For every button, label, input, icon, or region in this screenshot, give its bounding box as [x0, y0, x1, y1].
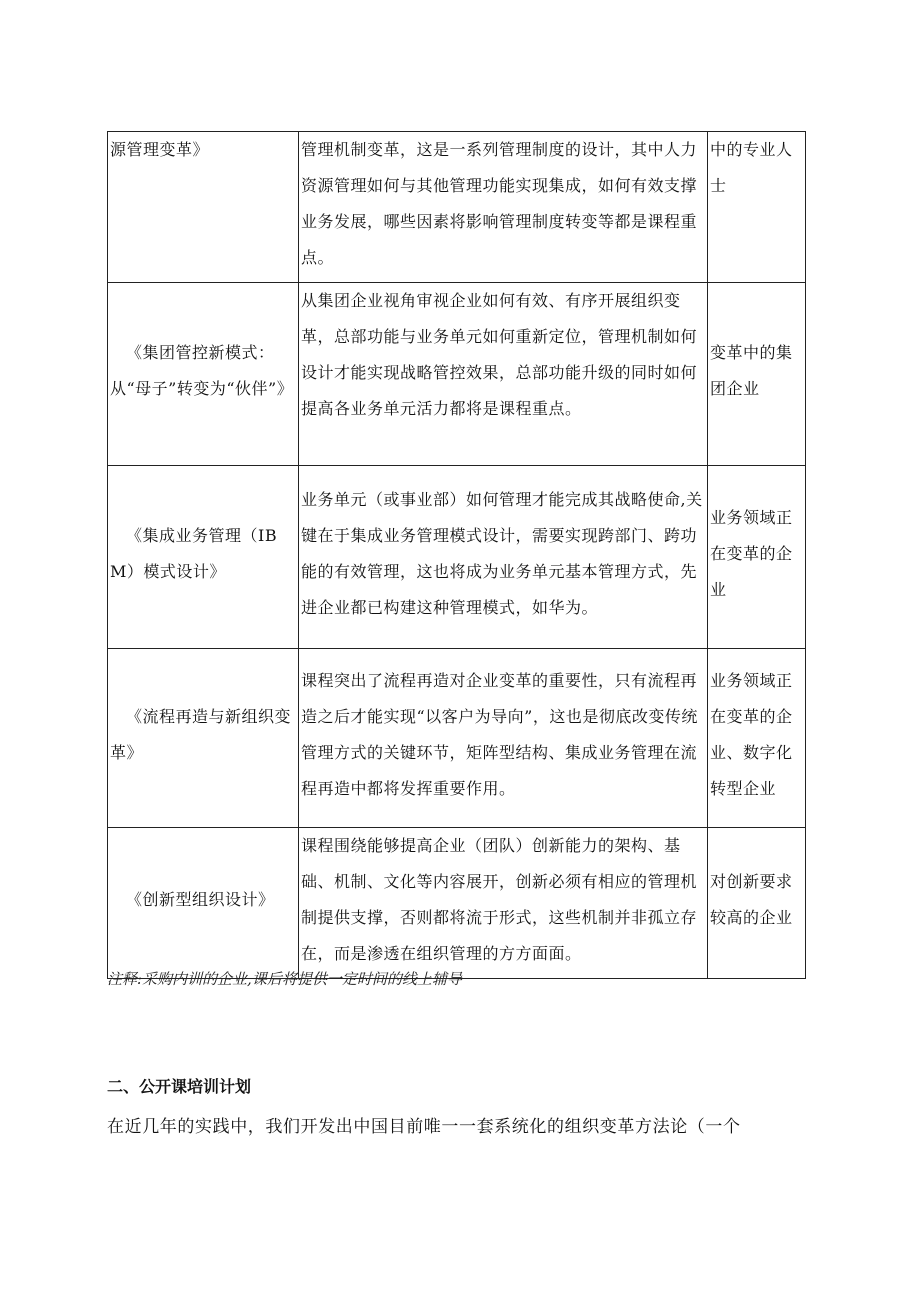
- course-audience-cell: [708, 649, 806, 828]
- course-audience-cell: [708, 828, 806, 979]
- course-description-cell: [299, 466, 708, 649]
- section-heading: 二、公开课培训计划: [107, 1077, 252, 1096]
- table-note: 注释:采购内训的企业,课后将提供一定时间的线上辅导: [107, 970, 462, 988]
- body-paragraph: 在近几年的实践中，我们开发出中国目前唯一一套系统化的组织变革方法论（一个: [107, 1117, 741, 1137]
- course-description: 课程突出了流程再造对企业变革的重要性，只有流程再造之后才能实现“以客户为导向”，这也是彻底改变传统管理方式的关键环节，矩阵型结构、集成业务管理在流程再造中都将发挥重要作用。: [301, 671, 698, 798]
- course-audience: 业务领域正在变革的企业、数字化转型企业: [710, 671, 793, 798]
- course-description-cell: [299, 132, 708, 283]
- course-description-cell: [299, 828, 708, 979]
- course-audience: 中的专业人士: [710, 140, 793, 195]
- table-row: [108, 649, 806, 828]
- course-name-cell: [108, 283, 299, 466]
- course-name: 《集团管控新模式：从“母子”转变为“伙伴”》: [110, 343, 294, 398]
- course-audience: 对创新要求较高的企业: [710, 872, 793, 927]
- course-description: 从集团企业视角审视企业如何有效、有序开展组织变革，总部功能与业务单元如何重新定位，管理机制如何设计才能实现战略管控效果，总部功能升级的同时如何提高各业务单元活力都将是课程重点。: [301, 291, 698, 418]
- course-name-cell: [108, 132, 299, 283]
- table-row: [108, 828, 806, 979]
- table-row: [108, 132, 806, 283]
- course-name: 《流程再造与新组织变革》: [110, 707, 292, 762]
- course-audience-cell: [708, 283, 806, 466]
- course-description: 业务单元（或事业部）如何管理才能完成其战略使命,关键在于集成业务管理模式设计，需要实现跨部门、跨功能的有效管理，这也将成为业务单元基本管理方式，先进企业都已构建这种管理模式，如华为。: [301, 490, 703, 617]
- course-name-cell: [108, 649, 299, 828]
- course-audience-cell: [708, 132, 806, 283]
- course-name: 《集成业务管理（IBM）模式设计》: [110, 526, 278, 581]
- course-description-cell: [299, 649, 708, 828]
- course-name-cell: [108, 466, 299, 649]
- course-name: 源管理变革》: [110, 140, 210, 159]
- course-audience: 变革中的集团企业: [710, 343, 793, 398]
- table-row: [108, 283, 806, 466]
- course-table: [107, 131, 806, 979]
- course-name: 《创新型组织设计》: [126, 890, 275, 909]
- course-audience-cell: [708, 466, 806, 649]
- table-row: [108, 466, 806, 649]
- course-description: 管理机制变革，这是一系列管理制度的设计，其中人力资源管理如何与其他管理功能实现集成，如何有效支撑业务发展，哪些因素将影响管理制度转变等都是课程重点。: [301, 140, 698, 267]
- course-audience: 业务领域正在变革的企业: [710, 508, 793, 599]
- course-description-cell: [299, 283, 708, 466]
- course-description: 课程围绕能够提高企业（团队）创新能力的架构、基础、机制、文化等内容展开，创新必须有相应的管理机制提供支撑，否则都将流于形式，这些机制并非孤立存在，而是渗透在组织管理的方方面面。: [301, 836, 698, 963]
- course-name-cell: [108, 828, 299, 979]
